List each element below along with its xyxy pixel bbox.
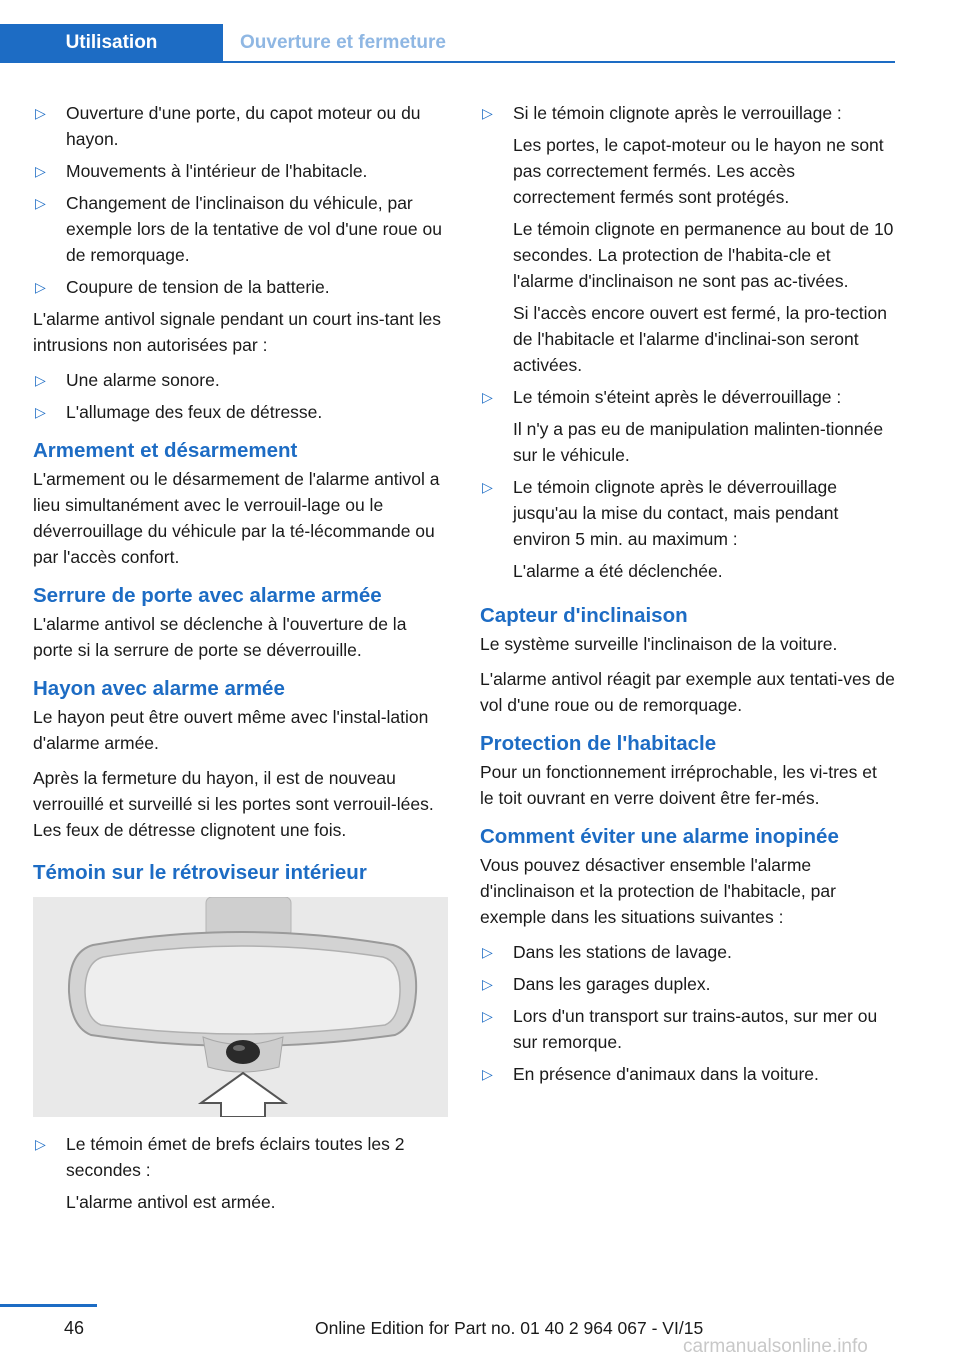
list-item: ▷ Le témoin clignote après le déverrouillage jusqu'au la mise du contact, mais pendant environ 5 min. au maximum : L'alarme a été déclenchée. — [480, 474, 895, 584]
triangle-right-icon: ▷ — [35, 279, 46, 295]
list-item: ▷ Si le témoin clignote après le verrouillage : Les portes, le capot-moteur ou le hayon ne sont pas correctement fermés. Les accès correctement fermés sont protégés. Le témoin clignote en permanence au bout de 10 secondes. La protection de l'habita‐cle et l'alarme d'inclinaison ne sont pas ac‐tivées. Si l'accès encore ouvert est fermé, la pro‐tection de l'habitacle et l'alarme d'inclinai‐son seront activées. — [480, 100, 895, 378]
rearview-mirror-illustration — [33, 897, 448, 1117]
paragraph-capteur-2: L'alarme antivol réagit par exemple aux tentati‐ves de vol d'une roue ou de remorquage. — [480, 669, 895, 715]
heading-eviter: Comment éviter une alarme inopinée — [480, 825, 839, 848]
intrusion-list — [33, 100, 448, 300]
list-item: ▷ L'allumage des feux de détresse. — [33, 399, 448, 425]
list-item: ▷ En présence d'animaux dans la voiture. — [480, 1061, 895, 1087]
triangle-right-icon: ▷ — [35, 372, 46, 388]
list-item: ▷ Le témoin s'éteint après le déverrouillage : Il n'y a pas eu de manipulation malinten‐tionnée sur le véhicule. — [480, 384, 895, 468]
header-divider — [0, 61, 895, 63]
temoin-list — [33, 1131, 448, 1215]
list-item: ▷ Changement de l'inclinaison du véhicule, par exemple lors de la tentative de vol d'une roue ou de remorquage. — [33, 190, 448, 268]
paragraph-signal: L'alarme antivol signale pendant un court ins‐tant les intrusions non autorisées par : — [33, 309, 442, 355]
rearview-mirror-icon — [33, 897, 448, 1117]
signal-list — [33, 367, 448, 425]
paragraph-eviter: Vous pouvez désactiver ensemble l'alarme d'inclinaison et la protection de l'habitacle, par exemple dans les situations suivantes : — [480, 855, 836, 927]
list-item: ▷ Dans les garages duplex. — [480, 971, 895, 997]
right-column — [480, 100, 895, 1093]
triangle-right-icon: ▷ — [482, 105, 493, 121]
triangle-right-icon: ▷ — [35, 163, 46, 179]
triangle-right-icon: ▷ — [482, 1008, 493, 1024]
triangle-right-icon: ▷ — [35, 1136, 46, 1152]
tab-ouverture-fermeture[interactable]: Ouverture et fermeture — [240, 32, 446, 53]
paragraph-hayon-2: Après la fermeture du hayon, il est de nouveau verrouillé et surveillé si les portes sont verrouil‐lées. Les feux de détresse clignotent une fois. — [33, 768, 434, 840]
heading-temoin: Témoin sur le rétroviseur intérieur — [33, 861, 367, 884]
temoin-states-list — [480, 100, 895, 584]
paragraph-hayon-1: Le hayon peut être ouvert même avec l'instal‐lation d'alarme armée. — [33, 707, 429, 753]
triangle-right-icon: ▷ — [482, 1066, 493, 1082]
triangle-right-icon: ▷ — [35, 404, 46, 420]
page-number-rule — [0, 1304, 97, 1307]
paragraph-capteur-1: Le système surveille l'inclinaison de la voiture. — [480, 634, 838, 654]
eviter-list — [480, 939, 895, 1087]
heading-serrure: Serrure de porte avec alarme armée — [33, 584, 382, 607]
triangle-right-icon: ▷ — [482, 479, 493, 495]
watermark: carmanualsonline.info — [683, 1336, 868, 1357]
triangle-right-icon: ▷ — [35, 195, 46, 211]
page-header — [0, 24, 895, 62]
list-item: ▷ Coupure de tension de la batterie. — [33, 274, 448, 300]
paragraph-armement: L'armement ou le désarmement de l'alarme antivol a lieu simultanément avec le verrouil‐lage ou le déverrouillage du véhicule par la té‐lécommande ou par l'accès confort. — [33, 469, 440, 567]
list-item: ▷ Le témoin émet de brefs éclairs toutes les 2 secondes : L'alarme antivol est armée. — [33, 1131, 448, 1215]
heading-armement: Armement et désarmement — [33, 439, 298, 462]
list-item: ▷ Lors d'un transport sur trains-autos, sur mer ou sur remorque. — [480, 1003, 895, 1055]
triangle-right-icon: ▷ — [35, 105, 46, 121]
list-item: ▷ Mouvements à l'intérieur de l'habitacle. — [33, 158, 448, 184]
list-item: ▷ Dans les stations de lavage. — [480, 939, 895, 965]
tab-utilisation[interactable]: Utilisation — [0, 24, 223, 62]
triangle-right-icon: ▷ — [482, 944, 493, 960]
triangle-right-icon: ▷ — [482, 976, 493, 992]
triangle-right-icon: ▷ — [482, 389, 493, 405]
paragraph-protection: Pour un fonctionnement irréprochable, les vi‐tres et le toit ouvrant en verre doivent être fer‐més. — [480, 762, 877, 808]
list-item: ▷ Une alarme sonore. — [33, 367, 448, 393]
paragraph-serrure: L'alarme antivol se déclenche à l'ouverture de la porte si la serrure de porte se déverrouille. — [33, 614, 407, 660]
left-column — [33, 100, 448, 1221]
heading-capteur: Capteur d'inclinaison — [480, 604, 688, 627]
edition-footer: Online Edition for Part no. 01 40 2 964 067 - VI/15 — [315, 1318, 704, 1338]
heading-hayon: Hayon avec alarme armée — [33, 677, 285, 700]
page-number: 46 — [63, 1318, 84, 1338]
heading-protection: Protection de l'habitacle — [480, 732, 717, 755]
list-item: ▷ Ouverture d'une porte, du capot moteur ou du hayon. — [33, 100, 448, 152]
